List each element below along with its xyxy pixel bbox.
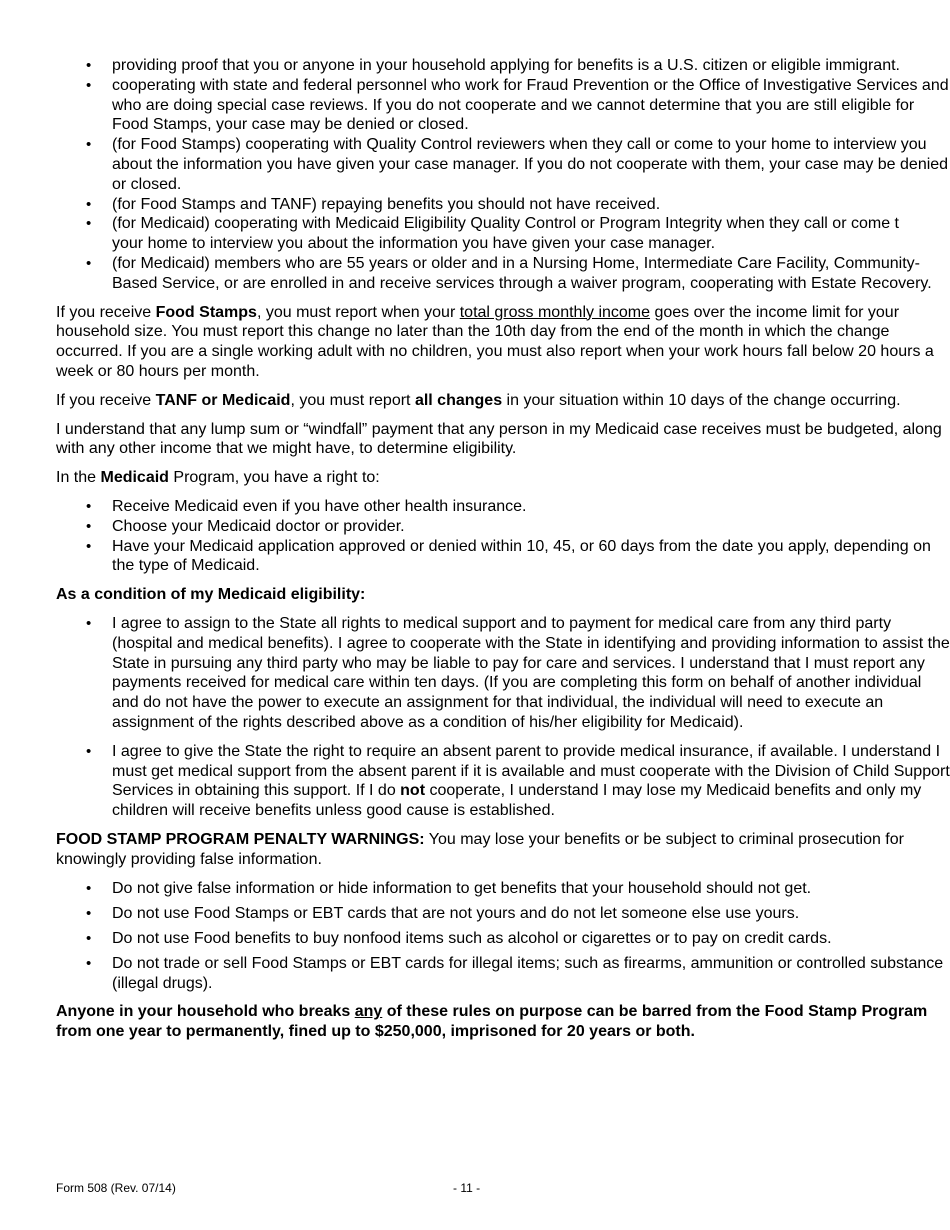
medicaid-rights-list [56,497,950,576]
page-number: - 11 - [453,1181,481,1195]
list-item: • Choose your Medicaid doctor or provider. [56,517,950,537]
final-warning: Anyone in your household who breaks any of these rules on purpose can be barred from the Food Stamp Program from one year to permanently, fined up to $250,000, imprisoned for 20 years or both. [56,1003,928,1041]
list-item: • Receive Medicaid even if you have other health insurance. [56,497,950,517]
list-item: • Do not use Food benefits to buy nonfood items such as alcohol or cigarettes or to pay on credit cards. [56,929,950,949]
list-item: • providing proof that you or anyone in your household applying for benefits is a U.S. citizen or eligible immigrant. [56,56,950,76]
list-item: • (for Medicaid) members who are 55 years or older and in a Nursing Home, Intermediate Care Facility, Community-Based Service, or are enrolled in and receive services through a waiver program, cooperating with Estate Recovery. [56,254,950,294]
medicaid-rights-intro: In the Medicaid Program, you have a right to: [56,469,380,487]
list-item: • Have your Medicaid application approved or denied within 10, 45, or 60 days from the date you apply, depending on the type of Medicaid. [56,537,950,577]
list-item: • (for Food Stamps) cooperating with Quality Control reviewers when they call or come to your home to interview you about the information you have given your case manager. If you do not cooperate with them, your case may be denied or closed. [56,135,950,194]
list-item: • Do not give false information or hide information to get benefits that your household should not get. [56,879,950,899]
list-item [56,214,950,254]
penalty-warnings-paragraph: FOOD STAMP PROGRAM PENALTY WARNINGS: You may lose your benefits or be subject to criminal prosecution for knowingly providing false information. [56,830,904,868]
list-item: • Do not trade or sell Food Stamps or EBT cards for illegal items; such as firearms, ammunition or controlled substance (illegal drugs). [56,954,950,994]
lump-sum-paragraph: I understand that any lump sum or “windfall” payment that any person in my Medicaid case receives must be budgeted, along with any other income that we might have, to determine eligibility. [56,420,942,458]
list-item: • I agree to give the State the right to require an absent parent to provide medical insurance, if available. I understand I must get medical support from the absent parent if it is available and must cooperate with the Division of Child Support Services in obtaining this support. If I do not cooperate, I understand I may lose my Medicaid benefits and only my children will receive benefits unless good cause is established. [56,742,950,821]
condition-heading: As a condition of my Medicaid eligibility: [56,586,366,604]
list-item: • cooperating with state and federal personnel who work for Fraud Prevention or the Office of Investigative Services and who are doing special case reviews. If you do not cooperate and we cannot determine that you are still eligible for Food Stamps, your case may be denied or closed. [56,76,950,135]
list-item-line: (for Medicaid) cooperating with Medicaid Eligibility Quality Control or Program Integrity when they call or come t [112,215,899,233]
list-item-line: your home to interview you about the information you have given your case manager. [112,235,716,253]
responsibilities-list [56,56,950,294]
food-stamps-reporting-paragraph: If you receive Food Stamps, you must report when your total gross monthly income goes over the income limit for your household size. You must report this change no later than the 10th day from the end of the month in which the change occurred. If you are a single working adult with no children, you must also report when your work hours fall below 20 hours a week or 80 hours per month. [56,303,934,380]
list-item: • I agree to assign to the State all rights to medical support and to payment for medical care from any third party (hospital and medical benefits). I agree to cooperate with the State in identifying and providing information to assist the State in pursuing any third party who may be liable to pay for care and services. I understand that I must report any payments received for medical care within ten days. (If you are completing this form on behalf of another individual and do not have the power to execute an assignment for that individual, the individual will need to execute an assignment of the rights described above as a condition of his/her eligibility for Medicaid). [56,614,950,733]
penalty-list [56,879,950,993]
tanf-medicaid-reporting-paragraph: If you receive TANF or Medicaid, you must report all changes in your situation within 10 days of the change occurring. [56,391,901,409]
document-page [56,56,950,1042]
form-number: Form 508 (Rev. 07/14) [56,1181,176,1195]
list-item: • Do not use Food Stamps or EBT cards that are not yours and do not let someone else use yours. [56,904,950,924]
list-item: • (for Food Stamps and TANF) repaying benefits you should not have received. [56,195,950,215]
condition-list [56,614,950,821]
